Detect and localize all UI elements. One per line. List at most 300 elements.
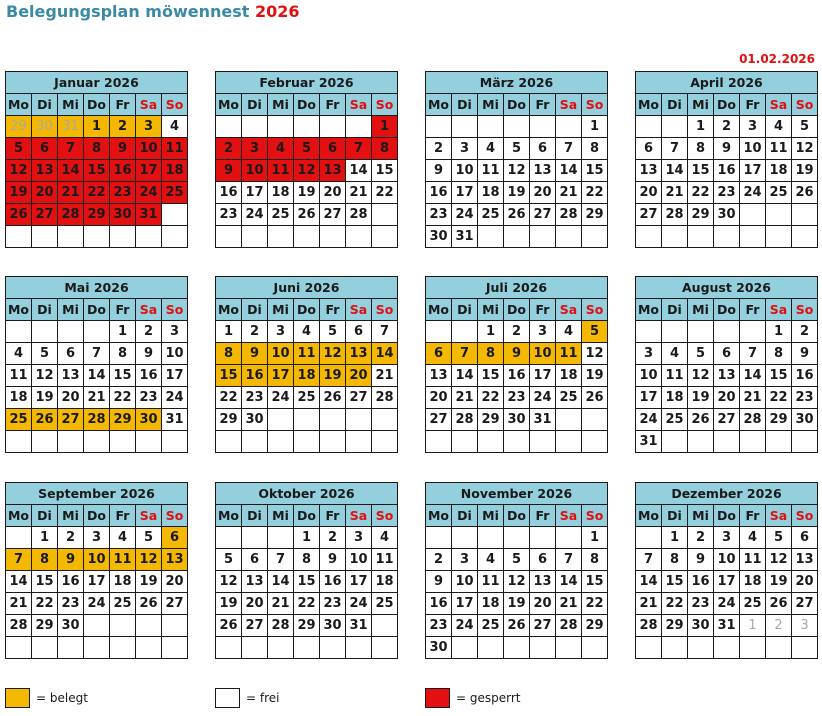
day-cell: 15 <box>688 160 714 182</box>
day-cell: 21 <box>636 593 662 615</box>
day-cell: 9 <box>688 549 714 571</box>
legend-belegt <box>5 688 88 708</box>
empty-cell <box>714 637 740 659</box>
empty-cell <box>792 637 818 659</box>
day-cell-next-month: 3 <box>792 615 818 637</box>
weekday-label: Mo <box>216 505 242 527</box>
day-cell: 29 <box>84 204 110 226</box>
weekday-label: Di <box>242 299 268 321</box>
day-cell: 15 <box>662 571 688 593</box>
empty-cell <box>216 527 242 549</box>
day-cell: 6 <box>426 343 452 365</box>
day-cell: 19 <box>688 387 714 409</box>
empty-cell <box>792 431 818 453</box>
empty-cell <box>320 226 346 248</box>
day-cell: 22 <box>84 182 110 204</box>
day-cell-next-month: 2 <box>766 615 792 637</box>
day-cell: 4 <box>556 321 582 343</box>
day-cell: 23 <box>320 593 346 615</box>
day-cell: 27 <box>792 593 818 615</box>
empty-cell <box>636 321 662 343</box>
day-cell: 6 <box>792 527 818 549</box>
weekday-label: Mi <box>58 299 84 321</box>
day-cell: 20 <box>636 182 662 204</box>
weekday-label: Do <box>294 299 320 321</box>
day-cell: 15 <box>372 160 398 182</box>
day-cell: 31 <box>714 615 740 637</box>
day-cell: 11 <box>662 365 688 387</box>
empty-cell <box>662 226 688 248</box>
day-cell: 24 <box>714 593 740 615</box>
day-cell: 24 <box>162 387 188 409</box>
weekday-label: So <box>792 299 818 321</box>
day-cell: 25 <box>6 409 32 431</box>
day-cell: 13 <box>320 160 346 182</box>
legend-label-belegt: = belegt <box>36 691 88 705</box>
day-cell: 19 <box>792 160 818 182</box>
empty-cell <box>294 431 320 453</box>
empty-cell <box>688 321 714 343</box>
day-cell: 5 <box>6 138 32 160</box>
day-cell: 12 <box>294 160 320 182</box>
empty-cell <box>294 637 320 659</box>
month-calendar <box>215 482 398 659</box>
empty-cell <box>452 637 478 659</box>
day-cell: 27 <box>242 615 268 637</box>
day-cell: 18 <box>478 593 504 615</box>
empty-cell <box>162 226 188 248</box>
day-cell: 15 <box>582 160 608 182</box>
day-cell: 30 <box>58 615 84 637</box>
day-cell: 31 <box>136 204 162 226</box>
day-cell: 7 <box>636 549 662 571</box>
weekday-label: Mi <box>58 505 84 527</box>
weekday-label: Do <box>714 505 740 527</box>
day-cell: 11 <box>268 160 294 182</box>
day-cell: 30 <box>320 615 346 637</box>
day-cell: 26 <box>792 182 818 204</box>
day-cell: 7 <box>556 138 582 160</box>
day-cell: 23 <box>58 593 84 615</box>
day-cell: 11 <box>372 549 398 571</box>
month-table <box>635 71 818 248</box>
day-cell: 20 <box>714 387 740 409</box>
day-cell: 26 <box>688 409 714 431</box>
day-cell: 15 <box>478 365 504 387</box>
day-cell: 1 <box>110 321 136 343</box>
empty-cell <box>372 637 398 659</box>
day-cell: 14 <box>556 160 582 182</box>
empty-cell <box>530 431 556 453</box>
day-cell: 19 <box>582 365 608 387</box>
day-cell: 4 <box>662 343 688 365</box>
empty-cell <box>688 637 714 659</box>
empty-cell <box>478 431 504 453</box>
day-cell: 14 <box>372 343 398 365</box>
month-title: September 2026 <box>6 483 188 505</box>
day-cell: 23 <box>426 204 452 226</box>
empty-cell <box>58 321 84 343</box>
day-cell: 10 <box>136 138 162 160</box>
day-cell: 22 <box>766 387 792 409</box>
weekday-label: So <box>372 505 398 527</box>
day-cell: 26 <box>216 615 242 637</box>
day-cell: 2 <box>714 116 740 138</box>
day-cell: 9 <box>136 343 162 365</box>
empty-cell <box>426 116 452 138</box>
day-cell: 7 <box>556 549 582 571</box>
day-cell: 9 <box>714 138 740 160</box>
day-cell: 21 <box>556 182 582 204</box>
day-cell: 1 <box>84 116 110 138</box>
empty-cell <box>372 226 398 248</box>
empty-cell <box>162 431 188 453</box>
day-cell: 14 <box>740 365 766 387</box>
day-cell: 28 <box>636 615 662 637</box>
day-cell: 20 <box>162 571 188 593</box>
day-cell: 4 <box>372 527 398 549</box>
day-cell: 8 <box>372 138 398 160</box>
day-cell: 7 <box>372 321 398 343</box>
empty-cell <box>556 409 582 431</box>
day-cell: 2 <box>688 527 714 549</box>
empty-cell <box>294 226 320 248</box>
weekday-label: So <box>372 299 398 321</box>
day-cell: 11 <box>162 138 188 160</box>
empty-cell <box>714 226 740 248</box>
empty-cell <box>136 615 162 637</box>
day-cell: 19 <box>136 571 162 593</box>
weekday-label: Sa <box>556 505 582 527</box>
day-cell: 19 <box>504 182 530 204</box>
month-title: Januar 2026 <box>6 72 188 94</box>
empty-cell <box>766 637 792 659</box>
day-cell: 2 <box>242 321 268 343</box>
day-cell: 11 <box>6 365 32 387</box>
day-cell: 21 <box>740 387 766 409</box>
weekday-label: Do <box>294 94 320 116</box>
day-cell: 29 <box>32 615 58 637</box>
day-cell: 11 <box>740 549 766 571</box>
month-table <box>635 482 818 659</box>
empty-cell <box>662 637 688 659</box>
weekday-label: Di <box>32 94 58 116</box>
weekday-label: Mi <box>688 94 714 116</box>
day-cell: 1 <box>32 527 58 549</box>
weekday-label: Mi <box>688 505 714 527</box>
empty-cell <box>242 431 268 453</box>
day-cell: 21 <box>346 182 372 204</box>
weekday-label: Sa <box>346 94 372 116</box>
empty-cell <box>582 409 608 431</box>
day-cell: 28 <box>662 204 688 226</box>
empty-cell <box>216 637 242 659</box>
day-cell: 30 <box>688 615 714 637</box>
day-cell: 4 <box>740 527 766 549</box>
month-calendar <box>425 71 608 248</box>
empty-cell <box>504 527 530 549</box>
empty-cell <box>452 321 478 343</box>
legend-swatch-belegt <box>5 688 30 708</box>
month-title: Mai 2026 <box>6 277 188 299</box>
day-cell: 16 <box>714 160 740 182</box>
day-cell: 21 <box>84 387 110 409</box>
empty-cell <box>372 615 398 637</box>
day-cell: 6 <box>636 138 662 160</box>
day-cell: 5 <box>792 116 818 138</box>
empty-cell <box>32 321 58 343</box>
weekday-label: Mi <box>268 94 294 116</box>
empty-cell <box>110 431 136 453</box>
day-cell: 13 <box>58 365 84 387</box>
month-table <box>425 71 608 248</box>
weekday-label: Mo <box>6 299 32 321</box>
day-cell: 17 <box>346 571 372 593</box>
day-cell: 25 <box>556 387 582 409</box>
stand-date: 01.02.2026 <box>739 52 815 66</box>
day-cell: 18 <box>478 182 504 204</box>
day-cell: 31 <box>530 409 556 431</box>
weekday-label: Fr <box>110 505 136 527</box>
empty-cell <box>714 321 740 343</box>
day-cell: 12 <box>216 571 242 593</box>
day-cell: 9 <box>216 160 242 182</box>
day-cell: 13 <box>636 160 662 182</box>
empty-cell <box>346 431 372 453</box>
empty-cell <box>792 226 818 248</box>
day-cell: 2 <box>110 116 136 138</box>
empty-cell <box>530 637 556 659</box>
day-cell: 8 <box>662 549 688 571</box>
day-cell: 17 <box>636 387 662 409</box>
empty-cell <box>32 637 58 659</box>
title-year: 2026 <box>254 2 300 21</box>
empty-cell <box>268 226 294 248</box>
empty-cell <box>766 226 792 248</box>
empty-cell <box>740 204 766 226</box>
empty-cell <box>6 637 32 659</box>
day-cell: 6 <box>320 138 346 160</box>
day-cell: 3 <box>714 527 740 549</box>
day-cell: 1 <box>662 527 688 549</box>
day-cell: 18 <box>766 160 792 182</box>
day-cell: 13 <box>530 571 556 593</box>
month-title: April 2026 <box>636 72 818 94</box>
day-cell: 15 <box>32 571 58 593</box>
month-table <box>425 276 608 453</box>
weekday-label: Sa <box>766 94 792 116</box>
weekday-label: Mo <box>216 299 242 321</box>
day-cell: 27 <box>714 409 740 431</box>
empty-cell <box>556 431 582 453</box>
day-cell: 16 <box>320 571 346 593</box>
day-cell: 26 <box>136 593 162 615</box>
day-cell: 30 <box>426 226 452 248</box>
day-cell: 10 <box>452 571 478 593</box>
day-cell: 18 <box>6 387 32 409</box>
day-cell: 20 <box>32 182 58 204</box>
empty-cell <box>478 637 504 659</box>
weekday-label: Di <box>242 505 268 527</box>
weekday-label: Mo <box>636 94 662 116</box>
empty-cell <box>58 226 84 248</box>
day-cell: 28 <box>452 409 478 431</box>
day-cell: 18 <box>110 571 136 593</box>
weekday-label: Do <box>84 299 110 321</box>
day-cell: 12 <box>688 365 714 387</box>
empty-cell <box>84 431 110 453</box>
day-cell: 13 <box>162 549 188 571</box>
day-cell: 4 <box>110 527 136 549</box>
day-cell: 24 <box>530 387 556 409</box>
month-calendar <box>635 482 818 659</box>
day-cell: 1 <box>688 116 714 138</box>
month-title: März 2026 <box>426 72 608 94</box>
day-cell: 23 <box>136 387 162 409</box>
empty-cell <box>426 431 452 453</box>
day-cell: 2 <box>426 138 452 160</box>
day-cell: 2 <box>58 527 84 549</box>
day-cell: 2 <box>792 321 818 343</box>
day-cell: 11 <box>766 138 792 160</box>
day-cell: 29 <box>294 615 320 637</box>
day-cell: 13 <box>714 365 740 387</box>
empty-cell <box>556 637 582 659</box>
weekday-label: Do <box>84 94 110 116</box>
weekday-label: Mi <box>478 94 504 116</box>
empty-cell <box>136 637 162 659</box>
day-cell: 11 <box>556 343 582 365</box>
empty-cell <box>84 615 110 637</box>
day-cell: 2 <box>216 138 242 160</box>
day-cell: 29 <box>582 204 608 226</box>
day-cell: 5 <box>32 343 58 365</box>
month-calendar <box>215 276 398 453</box>
empty-cell <box>346 226 372 248</box>
empty-cell <box>320 431 346 453</box>
day-cell: 3 <box>740 116 766 138</box>
month-title: Oktober 2026 <box>216 483 398 505</box>
weekday-label: So <box>792 505 818 527</box>
day-cell: 5 <box>766 527 792 549</box>
day-cell: 17 <box>452 593 478 615</box>
day-cell: 30 <box>504 409 530 431</box>
day-cell: 14 <box>662 160 688 182</box>
day-cell: 3 <box>136 116 162 138</box>
weekday-label: Sa <box>766 299 792 321</box>
legend-gesperrt <box>425 688 520 708</box>
empty-cell <box>478 527 504 549</box>
day-cell: 23 <box>216 204 242 226</box>
weekday-label: So <box>162 299 188 321</box>
day-cell: 30 <box>426 637 452 659</box>
empty-cell <box>268 637 294 659</box>
day-cell: 15 <box>766 365 792 387</box>
legend-swatch-gesperrt <box>425 688 450 708</box>
month-table <box>425 482 608 659</box>
day-cell: 5 <box>504 138 530 160</box>
empty-cell <box>662 431 688 453</box>
day-cell: 17 <box>530 365 556 387</box>
day-cell: 26 <box>320 387 346 409</box>
day-cell: 18 <box>740 571 766 593</box>
empty-cell <box>84 637 110 659</box>
weekday-label: So <box>372 94 398 116</box>
day-cell: 8 <box>32 549 58 571</box>
weekday-label: Sa <box>556 94 582 116</box>
empty-cell <box>320 637 346 659</box>
empty-cell <box>452 116 478 138</box>
day-cell: 22 <box>216 387 242 409</box>
day-cell: 5 <box>136 527 162 549</box>
month-calendar <box>5 276 188 453</box>
day-cell: 30 <box>714 204 740 226</box>
day-cell: 23 <box>242 387 268 409</box>
empty-cell <box>294 116 320 138</box>
weekday-label: Fr <box>320 505 346 527</box>
day-cell: 27 <box>530 615 556 637</box>
day-cell: 28 <box>556 615 582 637</box>
day-cell: 24 <box>452 615 478 637</box>
day-cell: 12 <box>504 160 530 182</box>
day-cell: 3 <box>452 138 478 160</box>
empty-cell <box>216 116 242 138</box>
day-cell: 20 <box>530 182 556 204</box>
day-cell: 27 <box>162 593 188 615</box>
weekday-label: Do <box>504 299 530 321</box>
weekday-label: Sa <box>346 505 372 527</box>
day-cell: 1 <box>582 116 608 138</box>
day-cell: 10 <box>714 549 740 571</box>
day-cell: 28 <box>6 615 32 637</box>
day-cell: 12 <box>320 343 346 365</box>
empty-cell <box>766 204 792 226</box>
day-cell: 20 <box>346 365 372 387</box>
empty-cell <box>346 637 372 659</box>
day-cell: 5 <box>216 549 242 571</box>
day-cell: 13 <box>242 571 268 593</box>
day-cell: 15 <box>216 365 242 387</box>
empty-cell <box>504 226 530 248</box>
day-cell: 25 <box>294 387 320 409</box>
empty-cell <box>740 226 766 248</box>
day-cell: 4 <box>162 116 188 138</box>
day-cell: 29 <box>766 409 792 431</box>
day-cell: 6 <box>32 138 58 160</box>
day-cell: 16 <box>216 182 242 204</box>
day-cell: 13 <box>530 160 556 182</box>
day-cell: 21 <box>268 593 294 615</box>
month-title: Februar 2026 <box>216 72 398 94</box>
weekday-label: Fr <box>530 299 556 321</box>
day-cell: 14 <box>452 365 478 387</box>
month-table <box>215 71 398 248</box>
day-cell: 5 <box>320 321 346 343</box>
day-cell: 4 <box>268 138 294 160</box>
day-cell: 14 <box>636 571 662 593</box>
weekday-label: Sa <box>556 299 582 321</box>
month-table <box>5 276 188 453</box>
day-cell: 3 <box>530 321 556 343</box>
empty-cell <box>162 637 188 659</box>
weekday-label: Sa <box>346 299 372 321</box>
weekday-label: Sa <box>136 94 162 116</box>
day-cell: 30 <box>136 409 162 431</box>
day-cell: 6 <box>714 343 740 365</box>
day-cell: 17 <box>162 365 188 387</box>
month-table <box>5 482 188 659</box>
day-cell: 8 <box>766 343 792 365</box>
